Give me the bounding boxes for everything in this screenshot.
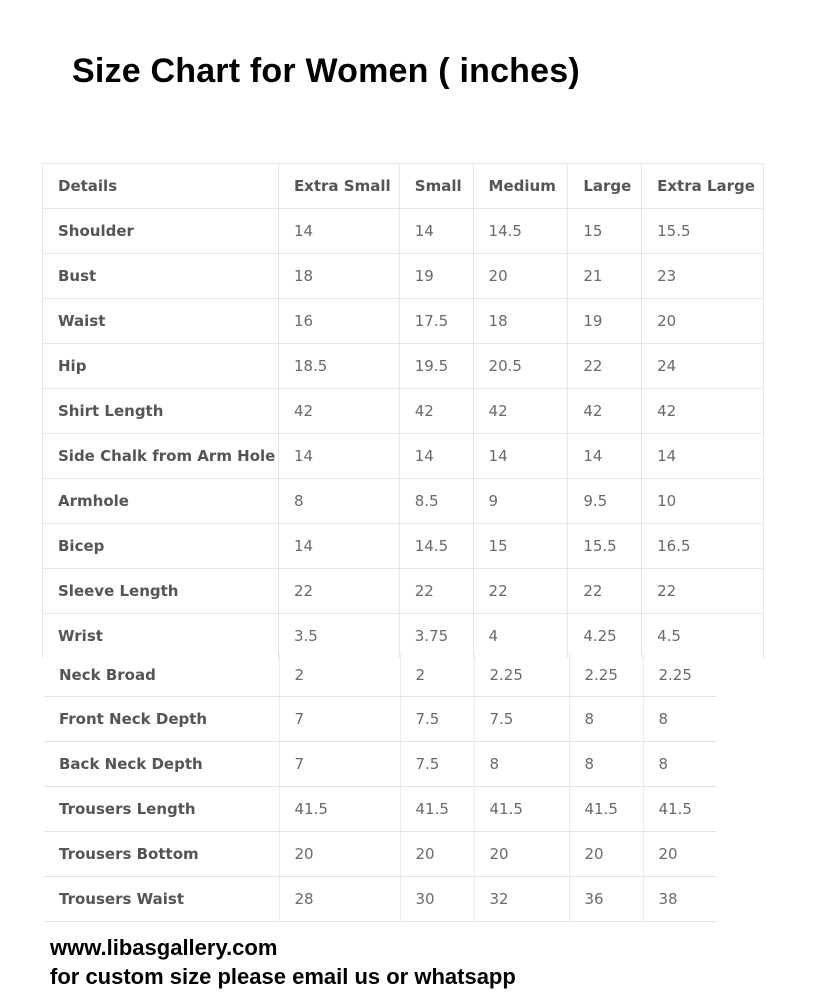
- custom-size-note: for custom size please email us or whatsapp: [50, 964, 516, 989]
- size-value-cell: 20: [279, 832, 400, 877]
- table-row: [43, 614, 764, 659]
- column-header-extra-small: Extra Small: [278, 164, 399, 209]
- size-value-cell: 21: [568, 254, 642, 299]
- size-value-cell: 41.5: [569, 787, 643, 832]
- size-value-cell: 16: [278, 299, 399, 344]
- size-value-cell: 41.5: [400, 787, 474, 832]
- size-value-cell: 14: [278, 209, 399, 254]
- row-label: Bicep: [43, 524, 279, 569]
- size-value-cell: 4: [473, 614, 568, 659]
- size-value-cell: 16.5: [642, 524, 764, 569]
- size-value-cell: 7.5: [400, 697, 474, 742]
- website-url: www.libasgallery.com: [50, 935, 278, 960]
- size-value-cell: 18.5: [278, 344, 399, 389]
- size-value-cell: 24: [642, 344, 764, 389]
- row-label: Bust: [43, 254, 279, 299]
- size-value-cell: 14: [399, 434, 473, 479]
- size-value-cell: 2.25: [569, 653, 643, 697]
- size-value-cell: 8.5: [399, 479, 473, 524]
- table-header-row: [43, 164, 764, 209]
- row-label: Waist: [43, 299, 279, 344]
- size-value-cell: 14: [278, 434, 399, 479]
- table-row: [43, 389, 764, 434]
- table-row: [44, 653, 717, 697]
- size-value-cell: 10: [642, 479, 764, 524]
- table-row: [44, 697, 717, 742]
- size-value-cell: 9: [473, 479, 568, 524]
- row-label: Sleeve Length: [43, 569, 279, 614]
- size-value-cell: 30: [400, 877, 474, 922]
- size-value-cell: 41.5: [643, 787, 717, 832]
- size-value-cell: 41.5: [474, 787, 569, 832]
- table-row: [43, 299, 764, 344]
- size-value-cell: 32: [474, 877, 569, 922]
- size-value-cell: 9.5: [568, 479, 642, 524]
- size-value-cell: 15.5: [642, 209, 764, 254]
- column-header-small: Small: [399, 164, 473, 209]
- size-value-cell: 2.25: [643, 653, 717, 697]
- size-value-cell: 15: [568, 209, 642, 254]
- size-value-cell: 41.5: [279, 787, 400, 832]
- size-value-cell: 7.5: [474, 697, 569, 742]
- size-value-cell: 14.5: [399, 524, 473, 569]
- size-value-cell: 42: [399, 389, 473, 434]
- size-value-cell: 19: [399, 254, 473, 299]
- table-row: [43, 479, 764, 524]
- size-value-cell: 22: [278, 569, 399, 614]
- size-value-cell: 42: [568, 389, 642, 434]
- row-label: Back Neck Depth: [44, 742, 279, 787]
- row-label: Shirt Length: [43, 389, 279, 434]
- table-row: [43, 209, 764, 254]
- table-row: [43, 434, 764, 479]
- size-value-cell: 20: [642, 299, 764, 344]
- size-value-cell: 8: [643, 742, 717, 787]
- size-value-cell: 20: [473, 254, 568, 299]
- size-value-cell: 15.5: [568, 524, 642, 569]
- size-value-cell: 15: [473, 524, 568, 569]
- size-value-cell: 14: [278, 524, 399, 569]
- row-label: Wrist: [43, 614, 279, 659]
- table-row: [44, 877, 717, 922]
- size-value-cell: 23: [642, 254, 764, 299]
- table-row: [44, 832, 717, 877]
- size-table-bottom: [44, 653, 717, 922]
- size-value-cell: 2: [400, 653, 474, 697]
- size-value-cell: 14: [473, 434, 568, 479]
- row-label: Trousers Length: [44, 787, 279, 832]
- column-header-details: Details: [43, 164, 279, 209]
- size-value-cell: 42: [278, 389, 399, 434]
- size-value-cell: 20: [643, 832, 717, 877]
- size-value-cell: 22: [642, 569, 764, 614]
- table-row: [43, 254, 764, 299]
- size-value-cell: 2: [279, 653, 400, 697]
- table-row: [44, 787, 717, 832]
- size-value-cell: 20: [474, 832, 569, 877]
- size-table-top: [42, 163, 764, 658]
- size-value-cell: 7: [279, 697, 400, 742]
- size-value-cell: 20: [569, 832, 643, 877]
- size-value-cell: 20: [400, 832, 474, 877]
- size-value-cell: 22: [568, 569, 642, 614]
- size-value-cell: 4.25: [568, 614, 642, 659]
- size-value-cell: 14: [568, 434, 642, 479]
- size-value-cell: 2.25: [474, 653, 569, 697]
- table-row: [43, 344, 764, 389]
- size-value-cell: 7.5: [400, 742, 474, 787]
- row-label: Armhole: [43, 479, 279, 524]
- size-value-cell: 8: [278, 479, 399, 524]
- size-value-cell: 3.5: [278, 614, 399, 659]
- size-value-cell: 14: [642, 434, 764, 479]
- row-label: Trousers Waist: [44, 877, 279, 922]
- size-value-cell: 8: [474, 742, 569, 787]
- size-value-cell: 14.5: [473, 209, 568, 254]
- size-value-cell: 19: [568, 299, 642, 344]
- size-value-cell: 17.5: [399, 299, 473, 344]
- row-label: Neck Broad: [44, 653, 279, 697]
- table-row: [44, 742, 717, 787]
- column-header-medium: Medium: [473, 164, 568, 209]
- size-value-cell: 42: [473, 389, 568, 434]
- size-value-cell: 18: [473, 299, 568, 344]
- size-value-cell: 20.5: [473, 344, 568, 389]
- size-value-cell: 38: [643, 877, 717, 922]
- row-label: Front Neck Depth: [44, 697, 279, 742]
- size-value-cell: 18: [278, 254, 399, 299]
- row-label: Trousers Bottom: [44, 832, 279, 877]
- row-label: Hip: [43, 344, 279, 389]
- table-row: [43, 524, 764, 569]
- row-label: Side Chalk from Arm Hole: [43, 434, 279, 479]
- size-value-cell: 14: [399, 209, 473, 254]
- table-row: [43, 569, 764, 614]
- column-header-extra-large: Extra Large: [642, 164, 764, 209]
- size-value-cell: 22: [399, 569, 473, 614]
- size-value-cell: 8: [569, 742, 643, 787]
- page-title: Size Chart for Women ( inches): [72, 52, 580, 90]
- size-value-cell: 8: [643, 697, 717, 742]
- size-value-cell: 22: [568, 344, 642, 389]
- size-value-cell: 36: [569, 877, 643, 922]
- size-value-cell: 8: [569, 697, 643, 742]
- size-value-cell: 22: [473, 569, 568, 614]
- size-value-cell: 7: [279, 742, 400, 787]
- size-value-cell: 19.5: [399, 344, 473, 389]
- size-value-cell: 3.75: [399, 614, 473, 659]
- size-value-cell: 4.5: [642, 614, 764, 659]
- row-label: Shoulder: [43, 209, 279, 254]
- size-value-cell: 42: [642, 389, 764, 434]
- size-value-cell: 28: [279, 877, 400, 922]
- column-header-large: Large: [568, 164, 642, 209]
